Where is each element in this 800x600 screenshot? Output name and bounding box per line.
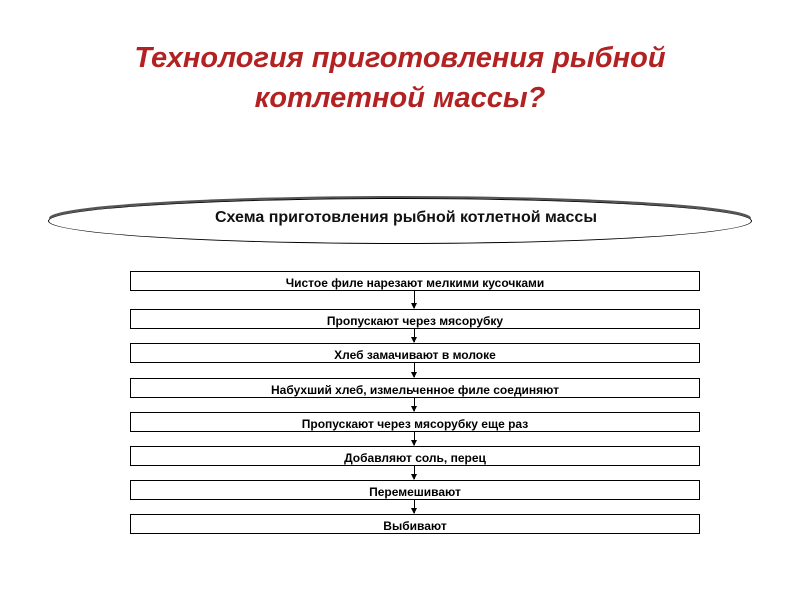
flow-arrow: [414, 329, 415, 342]
flow-arrow: [414, 291, 415, 308]
process-step-label: Чистое филе нарезают мелкими кусочками: [285, 276, 545, 290]
slide-title-line-2: котлетной массы?: [254, 82, 546, 114]
flow-arrow: [414, 432, 415, 445]
process-step-5: [130, 412, 700, 432]
flow-arrow: [414, 398, 415, 411]
process-step-label: Пропускают через мясорубку еще раз: [301, 417, 529, 431]
process-step-3: [130, 343, 700, 363]
process-step-8: [130, 514, 700, 534]
flow-arrow: [414, 466, 415, 479]
process-step-7: [130, 480, 700, 500]
process-step-label: Пропускают через мясорубку: [326, 314, 504, 328]
process-step-label: Хлеб замачивают в молоке: [334, 348, 496, 362]
flow-arrow: [414, 500, 415, 513]
flow-arrow: [414, 363, 415, 377]
process-step-4: [130, 378, 700, 398]
process-step-label: Набухший хлеб, измельченное филе соединяют: [270, 383, 560, 397]
process-step-label: Выбивают: [383, 519, 447, 533]
process-step-2: [130, 309, 700, 329]
process-step-label: Добавляют соль, перец: [344, 451, 486, 465]
slide-title-line-1: Технология приготовления рыбной: [134, 42, 666, 74]
scheme-heading: Схема приготовления рыбной котлетной массы: [215, 209, 597, 226]
process-step-label: Перемешивают: [369, 485, 461, 499]
process-step-6: [130, 446, 700, 466]
scheme-heading-oval: [48, 198, 752, 244]
slide-title: [0, 38, 800, 118]
process-step-1: [130, 271, 700, 291]
